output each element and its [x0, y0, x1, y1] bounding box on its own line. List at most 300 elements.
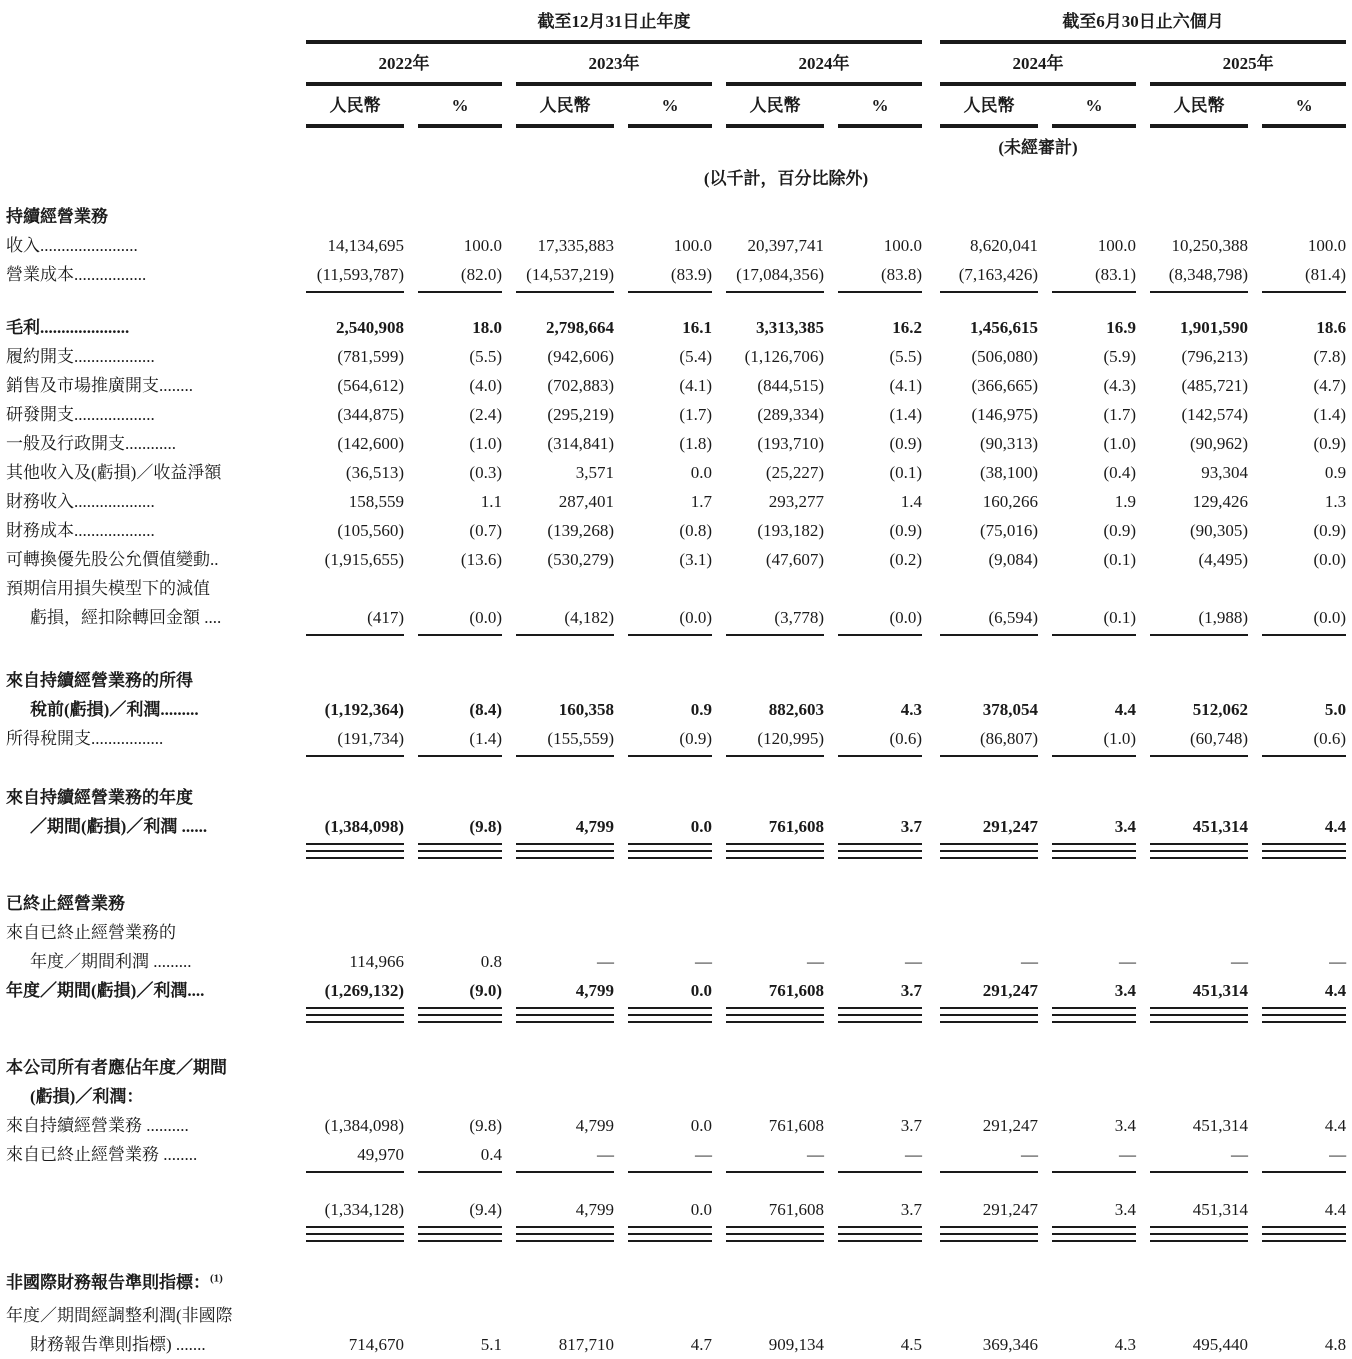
column-gap — [824, 231, 838, 260]
column-gap — [404, 724, 418, 753]
value-cell: (83.8) — [880, 265, 923, 284]
value-cell: (86,807) — [979, 729, 1039, 748]
subtotal-rule — [628, 1169, 712, 1187]
column-gap — [1248, 695, 1262, 724]
column-gap — [712, 400, 726, 429]
column-gap — [1248, 400, 1262, 429]
value-cell: 8,620,041 — [970, 236, 1039, 255]
value-cell: 3.7 — [900, 817, 923, 836]
column-gap — [922, 260, 940, 289]
annual-period-title: 截至12月31日止年度 — [537, 12, 691, 31]
column-gap — [1038, 516, 1052, 545]
value-cell — [838, 1082, 922, 1111]
column-gap — [502, 231, 516, 260]
value-cell: (4.7) — [1313, 376, 1347, 395]
single-rule-row — [6, 632, 1346, 650]
subtotal-rule — [628, 753, 712, 771]
column-gap — [614, 976, 628, 1005]
data-row-continued — [6, 1082, 1346, 1111]
value-cell: (5.9) — [1103, 347, 1137, 366]
column-gap — [502, 400, 516, 429]
column-gap — [502, 545, 516, 574]
value-cell: (1,915,655) — [324, 550, 404, 569]
subtotal-rule — [418, 753, 502, 771]
value-cell: (1,384,098) — [324, 1116, 404, 1135]
column-gap — [404, 545, 418, 574]
column-gap — [502, 1140, 516, 1169]
total-double-rule — [838, 841, 922, 863]
column-gap — [922, 1187, 940, 1224]
total-double-rule — [940, 1005, 1038, 1027]
total-double-rule — [1150, 1005, 1248, 1027]
value-cell: (9.0) — [469, 981, 502, 1000]
section-gap — [922, 6, 940, 37]
subtotal-rule — [628, 632, 712, 650]
column-gap — [404, 487, 418, 516]
value-cell: (1.0) — [1103, 729, 1137, 748]
value-cell: (4,495) — [1198, 550, 1249, 569]
value-cell: 114,966 — [349, 952, 404, 971]
value-cell: 5.1 — [480, 1335, 502, 1354]
column-gap — [712, 1330, 726, 1359]
column-gap — [922, 1330, 940, 1359]
total-double-rule — [516, 841, 614, 863]
column-gap — [1136, 976, 1150, 1005]
data-row — [6, 650, 1346, 695]
column-gap — [824, 429, 838, 458]
value-cell: (0.9) — [1313, 521, 1347, 540]
column-gap — [1038, 812, 1052, 841]
column-gap — [502, 1330, 516, 1359]
subtotal-rule — [726, 753, 824, 771]
value-cell: (139,268) — [547, 521, 614, 540]
value-cell: (0.6) — [889, 729, 923, 748]
percent-header: % — [1295, 96, 1313, 115]
column-gap — [824, 947, 838, 976]
column-gap — [712, 545, 726, 574]
column-gap — [712, 516, 726, 545]
units-note: (以千計，百分比除外) — [703, 169, 869, 188]
column-gap — [404, 307, 418, 342]
subtotal-rule — [838, 753, 922, 771]
value-cell: — — [1021, 952, 1039, 971]
row-label: 其他收入及(虧損)／收益淨額 — [6, 463, 222, 482]
value-cell: (193,182) — [757, 521, 824, 540]
total-double-rule — [1052, 841, 1136, 863]
value-cell: (530,279) — [547, 550, 614, 569]
value-cell: 100.0 — [883, 236, 923, 255]
column-gap — [1136, 429, 1150, 458]
value-cell: 1.1 — [480, 492, 502, 511]
column-gap — [1248, 1082, 1262, 1111]
value-cell: (1.4) — [889, 405, 923, 424]
column-gap — [712, 371, 726, 400]
column-gap — [1136, 1082, 1150, 1111]
value-cell — [306, 1082, 404, 1111]
column-gap — [1248, 1140, 1262, 1169]
value-cell: 451,314 — [1192, 1200, 1249, 1219]
column-gap — [1038, 1140, 1052, 1169]
value-cell: (4.0) — [469, 376, 502, 395]
column-gap — [1136, 342, 1150, 371]
value-cell: — — [905, 952, 923, 971]
row-label: 預期信用損失模型下的減值 — [6, 579, 210, 598]
subtotal-rule — [418, 289, 502, 307]
value-cell: 16.9 — [1106, 318, 1137, 337]
value-cell: 369,346 — [982, 1335, 1039, 1354]
value-cell: 1.9 — [1114, 492, 1137, 511]
column-gap — [404, 231, 418, 260]
value-cell: 4,799 — [575, 817, 614, 836]
column-gap — [922, 1111, 940, 1140]
row-label: 虧損，經扣除轉回金額 .... — [30, 608, 222, 627]
value-cell: 3,571 — [575, 463, 614, 482]
value-cell: (17,084,356) — [736, 265, 824, 284]
data-row — [6, 516, 1346, 545]
value-cell: (1.4) — [469, 729, 502, 748]
total-double-rule — [1262, 1005, 1346, 1027]
data-row — [6, 371, 1346, 400]
column-gap — [1248, 947, 1262, 976]
column-gap — [614, 1111, 628, 1140]
percent-header: % — [451, 96, 469, 115]
column-gap — [1248, 371, 1262, 400]
value-cell: (38,100) — [979, 463, 1039, 482]
column-gap — [1038, 976, 1052, 1005]
column-gap — [824, 1330, 838, 1359]
column-gap — [1136, 1187, 1150, 1224]
total-double-rule — [516, 1224, 614, 1246]
value-cell: — — [597, 1145, 614, 1164]
column-gap — [404, 260, 418, 289]
value-cell: — — [1119, 1145, 1137, 1164]
value-cell: 0.8 — [480, 952, 502, 971]
subtotal-rule — [1052, 753, 1136, 771]
value-cell: 714,670 — [348, 1335, 404, 1354]
column-gap — [614, 545, 628, 574]
subtotal-rule — [1262, 632, 1346, 650]
subtotal-rule — [838, 1169, 922, 1187]
column-gap — [1136, 400, 1150, 429]
column-gap — [922, 976, 940, 1005]
value-cell: (0.1) — [1103, 550, 1137, 569]
value-cell: 451,314 — [1192, 1116, 1249, 1135]
value-cell: 291,247 — [982, 981, 1039, 1000]
value-cell: 160,266 — [982, 492, 1039, 511]
data-row-continued — [6, 603, 1346, 632]
subtotal-rule — [1150, 753, 1248, 771]
column-gap — [502, 516, 516, 545]
value-cell: 16.1 — [682, 318, 712, 337]
column-gap — [824, 342, 838, 371]
column-gap — [502, 342, 516, 371]
value-cell: 129,426 — [1192, 492, 1249, 511]
column-gap — [502, 458, 516, 487]
column-gap — [824, 603, 838, 632]
row-label: 年度／期間(虧損)／利潤.... — [6, 981, 205, 1000]
column-gap — [1248, 260, 1262, 289]
value-cell: (47,607) — [765, 550, 824, 569]
value-cell: (4,182) — [564, 608, 614, 627]
value-cell: 291,247 — [982, 1200, 1039, 1219]
value-cell: — — [1231, 1145, 1249, 1164]
column-gap — [1136, 458, 1150, 487]
total-double-rule — [1052, 1005, 1136, 1027]
value-cell: (4.1) — [679, 376, 712, 395]
value-cell: 1,901,590 — [1180, 318, 1249, 337]
value-cell: 0.0 — [690, 1200, 712, 1219]
column-gap — [1038, 342, 1052, 371]
column-gap — [502, 812, 516, 841]
total-double-rule — [1262, 841, 1346, 863]
value-cell: (0.0) — [469, 608, 502, 627]
value-cell: (146,975) — [971, 405, 1039, 424]
column-gap — [922, 545, 940, 574]
section-header-row — [6, 1246, 1346, 1297]
section-header-row — [6, 1027, 1346, 1082]
column-gap — [404, 812, 418, 841]
column-gap — [1136, 371, 1150, 400]
column-gap — [712, 1111, 726, 1140]
column-gap — [824, 400, 838, 429]
column-gap — [1248, 231, 1262, 260]
value-cell: 495,440 — [1192, 1335, 1249, 1354]
data-row — [6, 574, 1346, 603]
percent-header: % — [661, 96, 679, 115]
value-cell: (0.0) — [1313, 550, 1347, 569]
value-cell: (83.1) — [1094, 265, 1137, 284]
value-cell: 761,608 — [768, 817, 824, 836]
value-cell: 2,540,908 — [336, 318, 404, 337]
column-gap — [1038, 400, 1052, 429]
column-gap — [1038, 724, 1052, 753]
value-cell: (90,962) — [1189, 434, 1249, 453]
total-double-rule — [306, 1005, 404, 1027]
subtotal-rule — [1262, 753, 1346, 771]
value-cell: (11,593,787) — [316, 265, 404, 284]
total-double-rule — [1262, 1224, 1346, 1246]
statement-body — [6, 194, 1346, 1359]
value-cell: 4.7 — [690, 1335, 712, 1354]
column-gap — [824, 1187, 838, 1224]
value-cell — [628, 1082, 712, 1111]
data-row — [6, 976, 1346, 1005]
column-gap — [1136, 947, 1150, 976]
value-cell — [1052, 1082, 1136, 1111]
value-cell: (942,606) — [547, 347, 614, 366]
value-cell: 291,247 — [982, 817, 1039, 836]
value-cell: 909,134 — [768, 1335, 824, 1354]
value-cell: (75,016) — [979, 521, 1039, 540]
value-cell: 761,608 — [768, 1200, 824, 1219]
column-gap — [614, 947, 628, 976]
column-gap — [1248, 545, 1262, 574]
value-cell — [940, 1082, 1038, 1111]
value-cell: 4.4 — [1324, 1200, 1347, 1219]
row-label: 來自已終止經營業務的 — [6, 923, 176, 942]
column-gap — [404, 1082, 418, 1111]
value-cell: 100.0 — [673, 236, 712, 255]
value-cell: 293,277 — [768, 492, 824, 511]
column-gap — [1136, 1330, 1150, 1359]
value-cell: (0.9) — [679, 729, 712, 748]
column-gap — [1038, 603, 1052, 632]
column-gap — [502, 724, 516, 753]
column-gap — [1136, 231, 1150, 260]
value-cell: 4,799 — [575, 1200, 614, 1219]
data-row — [6, 1111, 1346, 1140]
value-cell: (4.3) — [1103, 376, 1137, 395]
column-gap — [404, 1330, 418, 1359]
column-gap — [404, 516, 418, 545]
column-gap — [1038, 458, 1052, 487]
subtotal-rule — [516, 632, 614, 650]
value-cell: 3.4 — [1114, 817, 1137, 836]
subtotal-rule — [1150, 1169, 1248, 1187]
row-label: 研發開支................... — [6, 405, 155, 424]
year-2023: 2023年 — [588, 54, 640, 73]
column-gap — [1248, 516, 1262, 545]
column-gap — [824, 545, 838, 574]
column-gap — [922, 487, 940, 516]
column-gap — [1248, 976, 1262, 1005]
data-row — [6, 458, 1346, 487]
value-cell: 761,608 — [768, 1116, 824, 1135]
column-gap — [404, 603, 418, 632]
subtotal-rule — [418, 632, 502, 650]
value-cell: (702,883) — [547, 376, 614, 395]
column-gap — [824, 695, 838, 724]
column-gap — [404, 400, 418, 429]
value-cell: — — [597, 952, 614, 971]
row-label: 財務成本................... — [6, 521, 155, 540]
value-cell: 16.2 — [892, 318, 923, 337]
value-cell: — — [1231, 952, 1249, 971]
value-cell: (193,710) — [757, 434, 824, 453]
subtotal-rule — [306, 289, 404, 307]
double-rule-row — [6, 841, 1346, 863]
total-double-rule — [1150, 841, 1248, 863]
subtotal-rule — [1052, 289, 1136, 307]
column-gap — [1038, 307, 1052, 342]
row-label: 營業成本................. — [6, 265, 147, 284]
value-cell: — — [807, 1145, 824, 1164]
interim-rule — [940, 37, 1346, 48]
column-gap — [712, 231, 726, 260]
single-rule-row — [6, 753, 1346, 771]
value-cell: (344,875) — [337, 405, 404, 424]
row-label: 所得稅開支................. — [6, 729, 164, 748]
column-gap — [922, 516, 940, 545]
period-title-row — [6, 6, 1346, 37]
data-row — [6, 1187, 1346, 1224]
column-gap — [614, 307, 628, 342]
value-cell: (1,126,706) — [744, 347, 824, 366]
subtotal-rule — [516, 753, 614, 771]
column-gap — [824, 1140, 838, 1169]
value-cell: 4,799 — [575, 1116, 614, 1135]
unaudited-note-row — [6, 132, 1346, 163]
value-cell: (82.0) — [460, 265, 502, 284]
value-cell: 5.0 — [1324, 700, 1347, 719]
value-cell: 18.0 — [472, 318, 502, 337]
value-cell — [1150, 1082, 1248, 1111]
value-cell: (1,988) — [1198, 608, 1249, 627]
currency-header: 人民幣 — [963, 96, 1015, 115]
value-cell: (1.8) — [679, 434, 712, 453]
value-cell: 3.7 — [900, 1116, 923, 1135]
value-cell: (6,594) — [988, 608, 1039, 627]
double-rule-row — [6, 1005, 1346, 1027]
subtotal-rule — [418, 1169, 502, 1187]
column-gap — [404, 947, 418, 976]
value-cell: (5.5) — [889, 347, 923, 366]
value-cell: (8,348,798) — [1168, 265, 1249, 284]
total-double-rule — [726, 1005, 824, 1027]
data-row-continued — [6, 812, 1346, 841]
column-gap — [404, 695, 418, 724]
value-cell: (142,600) — [337, 434, 404, 453]
column-gap — [1038, 545, 1052, 574]
value-cell: (9.4) — [469, 1200, 502, 1219]
year-rule-row — [6, 79, 1346, 90]
column-gap — [922, 342, 940, 371]
unaudited-note: (未經審計) — [998, 138, 1078, 157]
column-gap — [1038, 231, 1052, 260]
column-gap — [502, 1082, 516, 1111]
subcolumn-rule-row — [6, 121, 1346, 132]
value-cell: 160,358 — [558, 700, 614, 719]
data-row — [6, 231, 1346, 260]
column-gap — [502, 695, 516, 724]
subtotal-rule — [306, 1169, 404, 1187]
column-gap — [712, 487, 726, 516]
value-cell: (36,513) — [345, 463, 404, 482]
value-cell: 291,247 — [982, 1116, 1039, 1135]
value-cell — [726, 1082, 824, 1111]
row-label: 可轉換優先股公允價值變動.. — [6, 550, 219, 569]
column-gap — [1038, 1187, 1052, 1224]
currency-header: 人民幣 — [329, 96, 381, 115]
value-cell: 3,313,385 — [756, 318, 824, 337]
column-gap — [502, 260, 516, 289]
column-gap — [824, 516, 838, 545]
value-cell: (506,080) — [971, 347, 1039, 366]
column-gap — [1248, 724, 1262, 753]
column-gap — [1248, 1111, 1262, 1140]
column-gap — [502, 976, 516, 1005]
subtotal-rule — [726, 289, 824, 307]
subtotal-rule — [838, 289, 922, 307]
column-gap — [824, 1082, 838, 1111]
column-gap — [614, 812, 628, 841]
column-gap — [712, 1082, 726, 1111]
column-gap — [404, 1111, 418, 1140]
value-cell: — — [695, 1145, 712, 1164]
column-gap — [922, 724, 940, 753]
value-cell: (314,841) — [547, 434, 614, 453]
value-cell: (142,574) — [1181, 405, 1249, 424]
column-gap — [1136, 516, 1150, 545]
column-gap — [502, 371, 516, 400]
row-label: 年度／期間利潤 ......... — [30, 952, 192, 971]
value-cell: 4.3 — [1114, 1335, 1137, 1354]
total-double-rule — [1052, 1224, 1136, 1246]
value-cell: 3.7 — [900, 1200, 923, 1219]
column-gap — [712, 1187, 726, 1224]
column-gap — [1248, 603, 1262, 632]
column-gap — [1136, 487, 1150, 516]
